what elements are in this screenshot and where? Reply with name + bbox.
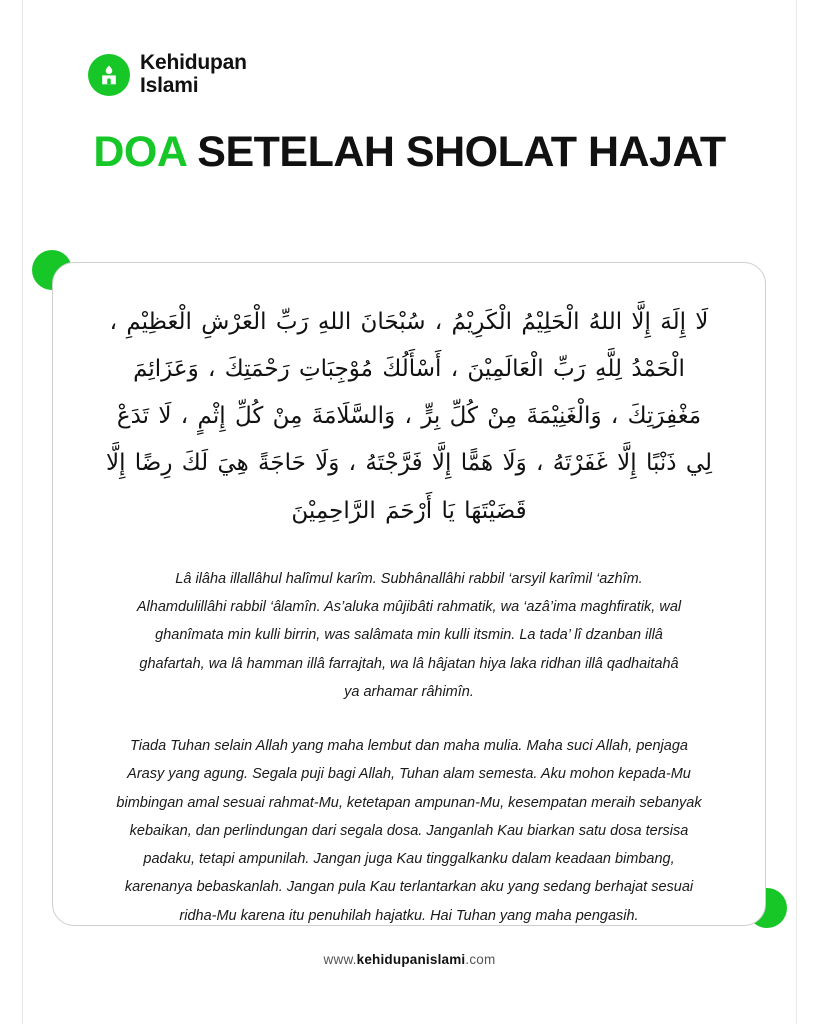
arabic-text: لَا إِلَهَ إِلَّا اللهُ الْحَلِيْمُ الْكَرِيْمُ ، سُبْحَانَ اللهِ رَبِّ الْعَرْشِ الْعَظِيْمِ ، الْحَمْدُ لِلَّهِ رَبِّ الْعَالَمِيْنَ ، أَسْأَلُكَ مُوْجِبَاتِ رَحْمَتِكَ ، وَعَزَائِمَ مَغْفِرَتِكَ ، وَالْغَنِيْمَةَ مِنْ كُلِّ بِرٍّ ، وَالسَّلَامَةَ مِنْ كُلِّ إِثْمٍ ، لَا تَدَعْ لِي ذَنْبًا إِلَّا غَفَرْتَهُ ، وَلَا هَمًّا إِلَّا فَرَّجْتَهُ ، وَلَا حَاجَةً هِيَ لَكَ رِضًا إِلَّا قَضَيْتَهَا يَا أَرْحَمَ الرَّاحِمِيْنَ [105, 309, 713, 524]
brand-name-line2: Islami [140, 73, 199, 97]
footer-url-suffix: .com [465, 952, 496, 967]
footer-url[interactable] [0, 952, 819, 967]
mosque-icon [88, 54, 130, 96]
page-title-accent: DOA [93, 128, 186, 176]
transliteration-text: Lâ ilâha illallâhul halîmul karîm. Subhânallâhi rabbil ‘arsyil karîmil ‘azhîm. Alhamdulillâhi rabbil ‘âlamîn. As’aluka mûjibâti rahmatik, wa ‘azâ’ima maghfiratik, wal ghanîmata min kulli birrin, was salâmata min kulli itsmin. La tada’ lî dzanban illâ ghafartah, wa lâ hamman illâ farrajtah, wa lâ hâjatan hiya laka ridhan illâ qadhaitahâ ya arhamar râhimîn. [136, 570, 682, 700]
footer-url-domain: kehidupanislami [356, 952, 466, 967]
translation-text: Tiada Tuhan selain Allah yang maha lembut dan maha mulia. Maha suci Allah, penjaga Arasy yang agung. Segala puji bagi Allah, Tuhan alam semesta. Aku mohon kepada-Mu bimbingan amal sesuai rahmat-Mu, ketetapan ampunan-Mu, kesempatan meraih sebanyak kebaikan, dan perlindungan dari segala dosa. Janganlah Kau biarkan satu dosa tersisa padaku, tetapi ampunilah. Jangan juga Kau tinggalkanku dalam keadaan bimbang, karenanya bebaskanlah. Jangan pula Kau terlantarkan aku yang sedang berhajat sesuai ridha-Mu karena itu penuhilah hajatku. Hai Tuhan yang maha pengasih. [116, 738, 702, 924]
page-title [0, 125, 819, 180]
brand-logo[interactable] [88, 52, 247, 97]
doa-card [52, 262, 766, 926]
brand-name-line1: Kehidupan [140, 51, 247, 74]
page-title-rest: SETELAH SHOLAT HAJAT [197, 128, 726, 176]
footer-url-prefix: www. [323, 952, 357, 967]
